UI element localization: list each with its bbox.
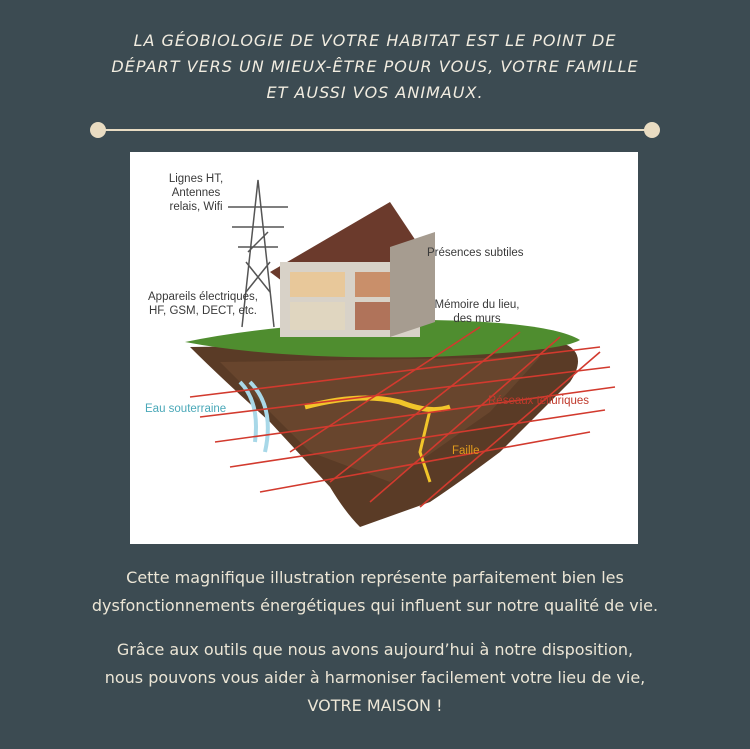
label-memoire-1: Mémoire du lieu, — [434, 299, 520, 311]
label-power-lines — [156, 172, 236, 214]
label-presences: Présences subtiles — [427, 247, 524, 259]
divider — [90, 120, 660, 140]
divider-line — [100, 129, 650, 131]
headline — [0, 28, 750, 106]
label-fault: Faille — [452, 445, 480, 457]
label-lignes: Lignes HT, — [168, 173, 224, 185]
headline-line-3: ET AUSSI VOS ANIMAUX. — [266, 83, 484, 102]
paragraph-1-line-2: dysfonctionnements énergétiques qui influent sur notre qualité de vie. — [91, 596, 659, 615]
paragraph-2 — [0, 636, 750, 720]
label-memoire-2: des murs — [453, 313, 501, 325]
paragraph-2-line-1: Grâce aux outils que nous avons aujourd’hui à notre disposition, — [116, 640, 634, 659]
label-relais: relais, Wifi — [169, 201, 223, 213]
paragraph-2-line-3: VOTRE MAISON ! — [307, 696, 443, 715]
paragraph-2-line-2: nous pouvons vous aider à harmoniser facilement votre lieu de vie, — [104, 668, 646, 687]
label-memory — [422, 298, 532, 326]
label-antennes: Antennes — [171, 187, 221, 199]
label-appareils-2: HF, GSM, DECT, etc. — [149, 305, 257, 317]
house-icon — [270, 202, 435, 337]
label-appareils-1: Appareils électriques, — [148, 291, 258, 303]
paragraph-1-line-1: Cette magnifique illustration représente parfaitement bien les — [126, 568, 624, 587]
label-telluric: Réseaux telluriques — [488, 395, 590, 407]
headline-line-1: LA GÉOBIOLOGIE DE VOTRE HABITAT EST LE POINT DE — [133, 31, 617, 50]
headline-line-2: DÉPART VERS UN MIEUX-ÊTRE POUR VOUS, VOTRE FAMILLE — [111, 57, 639, 76]
geobiology-illustration — [130, 152, 638, 544]
divider-dot-left — [90, 122, 106, 138]
label-water: Eau souterraine — [145, 403, 227, 415]
label-appliances — [134, 290, 272, 318]
divider-dot-right — [644, 122, 660, 138]
paragraph-1 — [0, 564, 750, 620]
